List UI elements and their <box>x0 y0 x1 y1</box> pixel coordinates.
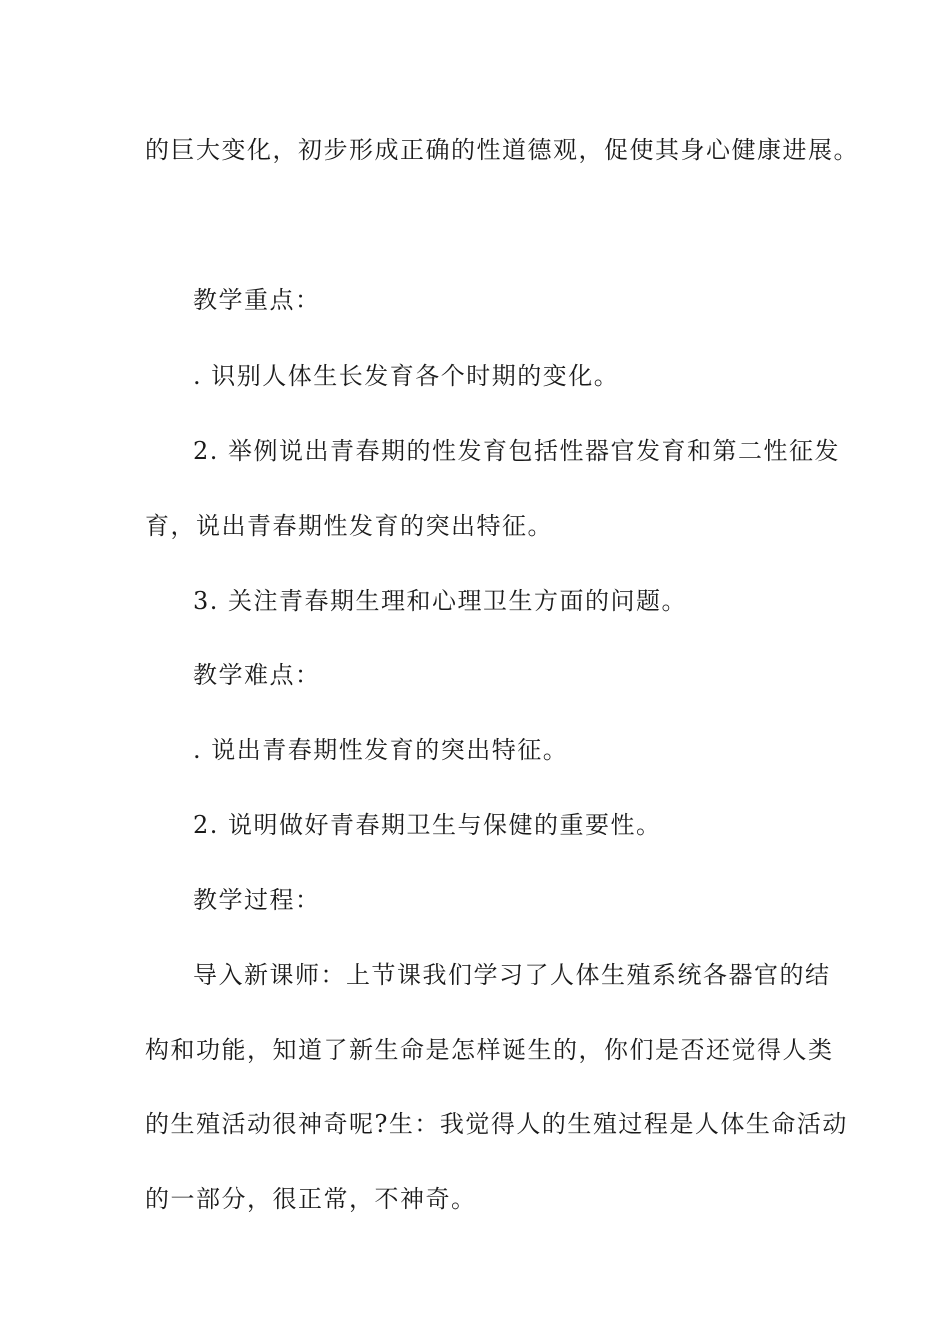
process-paragraph-line-2: 构和功能，知道了新生命是怎样诞生的，你们是否还觉得人类 <box>145 1036 834 1064</box>
section-heading-key-points: 教学重点： <box>193 286 321 314</box>
process-paragraph-line-3: 的生殖活动很神奇呢?生：我觉得人的生殖过程是人体生命活动 <box>145 1110 848 1138</box>
process-paragraph-line-1: 导入新课师：上节课我们学习了人体生殖系统各器官的结 <box>193 961 831 989</box>
key-point-item-2: 2. 举例说出青春期的性发育包括性器官发育和第二性征发 <box>193 437 841 465</box>
process-paragraph-line-4: 的一部分，很正常，不神奇。 <box>145 1185 477 1213</box>
section-heading-difficulties: 教学难点： <box>193 661 321 689</box>
key-point-item-2-continuation: 育，说出青春期性发育的突出特征。 <box>145 512 553 540</box>
section-heading-process: 教学过程： <box>193 886 321 914</box>
difficulty-item-1: . 说出青春期性发育的突出特征。 <box>193 736 569 764</box>
key-point-item-3: 3. 关注青春期生理和心理卫生方面的问题。 <box>193 587 688 615</box>
key-point-item-1: . 识别人体生长发育各个时期的变化。 <box>193 362 620 390</box>
paragraph-continuation: 的巨大变化，初步形成正确的性道德观，促使其身心健康进展。 <box>145 136 859 164</box>
difficulty-item-2: 2. 说明做好青春期卫生与保健的重要性。 <box>193 811 662 839</box>
